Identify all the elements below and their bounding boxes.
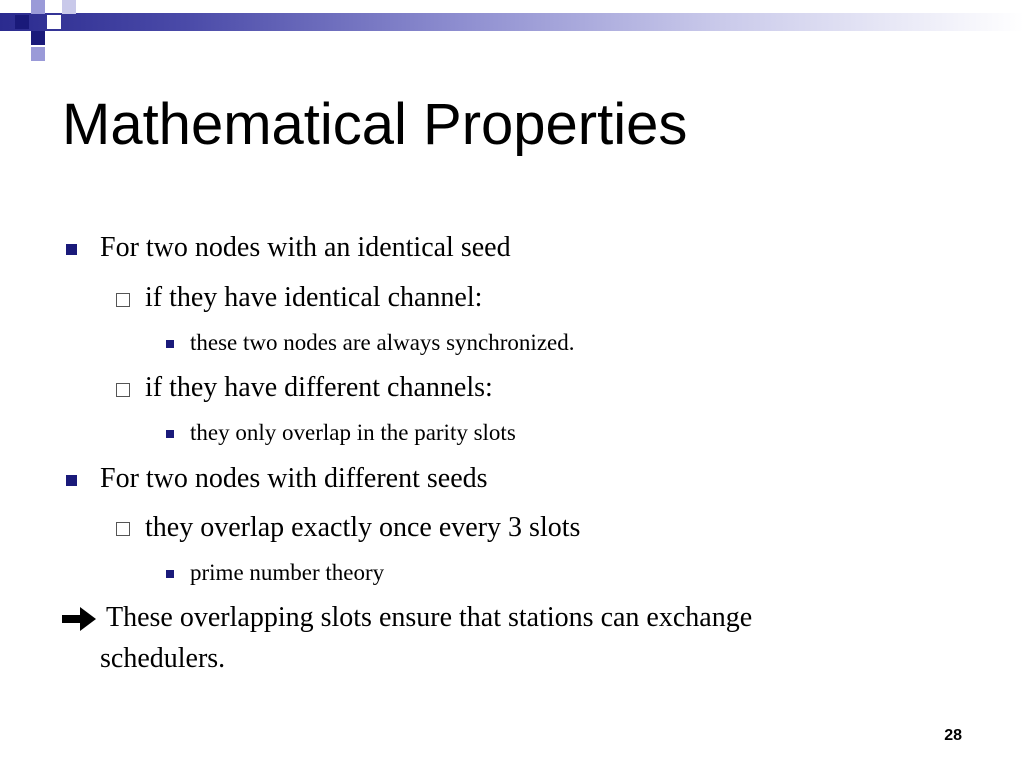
square-bullet-icon — [166, 430, 174, 438]
bullet-level2-text: they overlap exactly once every 3 slots — [145, 512, 581, 543]
square-bullet-icon — [66, 475, 77, 486]
bullet-level2-text: if they have identical channel: — [145, 282, 483, 313]
slide-title: Mathematical Properties — [62, 92, 688, 157]
bullet-level3-text: they only overlap in the parity slots — [190, 420, 516, 445]
hollow-square-bullet-icon — [116, 522, 130, 536]
conclusion-text-line1: These overlapping slots ensure that stations can exchange — [106, 602, 753, 633]
bullet-level3-text: prime number theory — [190, 560, 385, 585]
bullet-level2-text: if they have different channels: — [145, 372, 493, 403]
header-decor-square — [47, 15, 61, 29]
header-decor-square — [31, 0, 45, 14]
right-arrow-icon — [60, 604, 100, 634]
header-decor-square — [15, 15, 29, 29]
header-decor-square — [31, 31, 45, 45]
bullet-level3-text: these two nodes are always synchronized. — [190, 330, 575, 355]
header-gradient-bar — [0, 13, 1024, 31]
square-bullet-icon — [166, 340, 174, 348]
conclusion-text-line2: schedulers. — [100, 643, 226, 674]
square-bullet-icon — [66, 244, 77, 255]
header-decor-square — [31, 47, 45, 61]
page-number: 28 — [944, 727, 962, 744]
bullet-level1-text: For two nodes with an identical seed — [100, 232, 511, 263]
header-decor-square — [15, 31, 29, 45]
header-decor-square — [62, 0, 76, 14]
hollow-square-bullet-icon — [116, 383, 130, 397]
hollow-square-bullet-icon — [116, 293, 130, 307]
square-bullet-icon — [166, 570, 174, 578]
bullet-level1-text: For two nodes with different seeds — [100, 463, 488, 494]
